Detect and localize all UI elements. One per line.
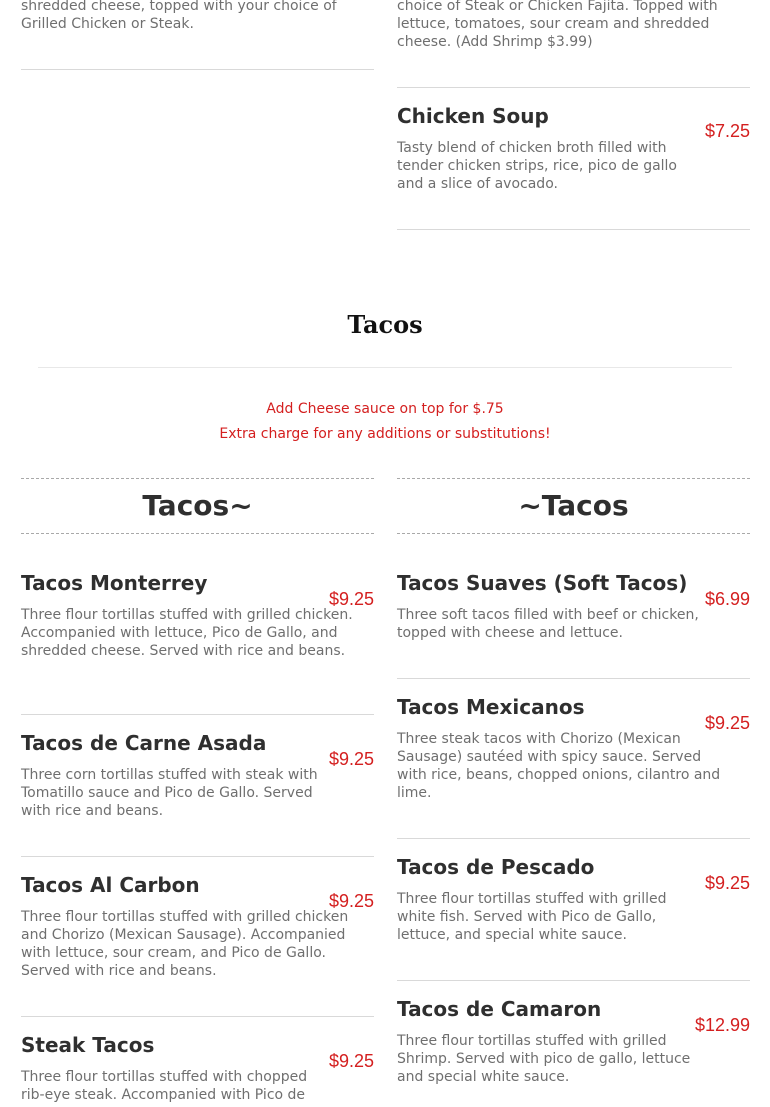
divider (397, 838, 750, 839)
column-header-border (21, 478, 374, 479)
menu-item-price: $9.25 (328, 891, 374, 911)
menu-item-price: $9.25 (328, 1051, 374, 1071)
menu-item-price: $6.99 (704, 589, 750, 609)
menu-item-name: Tacos de Pescado (397, 855, 595, 879)
menu-item-name: Chicken Soup (397, 104, 549, 128)
column-header-border (397, 478, 750, 479)
divider (21, 714, 374, 715)
column-title-right: ~Tacos (518, 489, 629, 522)
divider (21, 69, 374, 70)
menu-item-description: Three flour tortillas stuffed with chopped rib-eye steak. Accompanied with Pico de (21, 1069, 308, 1103)
menu-item-price: $9.25 (328, 589, 374, 609)
menu-item-name: Steak Tacos (21, 1033, 155, 1057)
column-title-left: Tacos~ (142, 489, 253, 522)
menu-item-description: Three flour tortillas stuffed with grilled chicken and Chorizo (Mexican Sausage). Accompanied with lettuce, sour cream, and Pico de Gallo. Served with rice and beans. (21, 909, 349, 979)
column-header-border (21, 533, 374, 534)
menu-item-name: Tacos Suaves (Soft Tacos) (397, 571, 688, 595)
menu-item-description: Tasty blend of chicken broth filled with tender chicken strips, rice, pico de gallo and a slice of avocado. (397, 140, 677, 192)
section-notice: Add Cheese sauce on top for $.75 (266, 401, 504, 417)
menu-item-description: Three flour tortillas stuffed with grilled chicken. Accompanied with lettuce, Pico de Gallo, and shredded cheese. Served with rice and beans. (21, 607, 353, 659)
previous-item-description-left: shredded cheese, topped with your choice of Grilled Chicken or Steak. (21, 0, 337, 32)
menu-item-name: Tacos de Camaron (397, 997, 602, 1021)
menu-item-name: Tacos Al Carbon (21, 873, 200, 897)
divider (21, 1016, 374, 1017)
menu-item-price: $12.99 (694, 1015, 750, 1035)
section-title: Tacos (347, 310, 423, 339)
menu-item-price: $9.25 (328, 749, 374, 769)
menu-item-description: Three flour tortillas stuffed with grilled white fish. Served with Pico de Gallo, lettuce, and special white sauce. (397, 891, 667, 943)
menu-item-description: Three flour tortillas stuffed with grilled Shrimp. Served with pico de gallo, lettuce and special white sauce. (397, 1033, 691, 1085)
section-notice: Extra charge for any additions or substitutions! (219, 426, 551, 442)
divider (397, 980, 750, 981)
menu-item-description: Three steak tacos with Chorizo (Mexican Sausage) sautéed with spicy sauce. Served with rice, beans, chopped onions, cilantro and lime. (397, 731, 721, 801)
menu-item-name: Tacos Mexicanos (397, 695, 585, 719)
column-header-border (397, 533, 750, 534)
divider (21, 856, 374, 857)
divider (397, 678, 750, 679)
menu-item-price: $9.25 (704, 873, 750, 893)
menu-item-name: Tacos de Carne Asada (21, 731, 267, 755)
menu-item-name: Tacos Monterrey (21, 571, 208, 595)
menu-item-price: $9.25 (704, 713, 750, 733)
divider (397, 87, 750, 88)
previous-item-description-right: choice of Steak or Chicken Fajita. Topped with lettuce, tomatoes, sour cream and shredded cheese. (Add Shrimp $3.99) (397, 0, 718, 50)
section-divider (38, 367, 732, 368)
menu-item-description: Three soft tacos filled with beef or chicken, topped with cheese and lettuce. (397, 607, 699, 641)
menu-item-price: $7.25 (704, 121, 750, 141)
divider (397, 229, 750, 230)
menu-item-description: Three corn tortillas stuffed with steak with Tomatillo sauce and Pico de Gallo. Served with rice and beans. (21, 767, 318, 819)
